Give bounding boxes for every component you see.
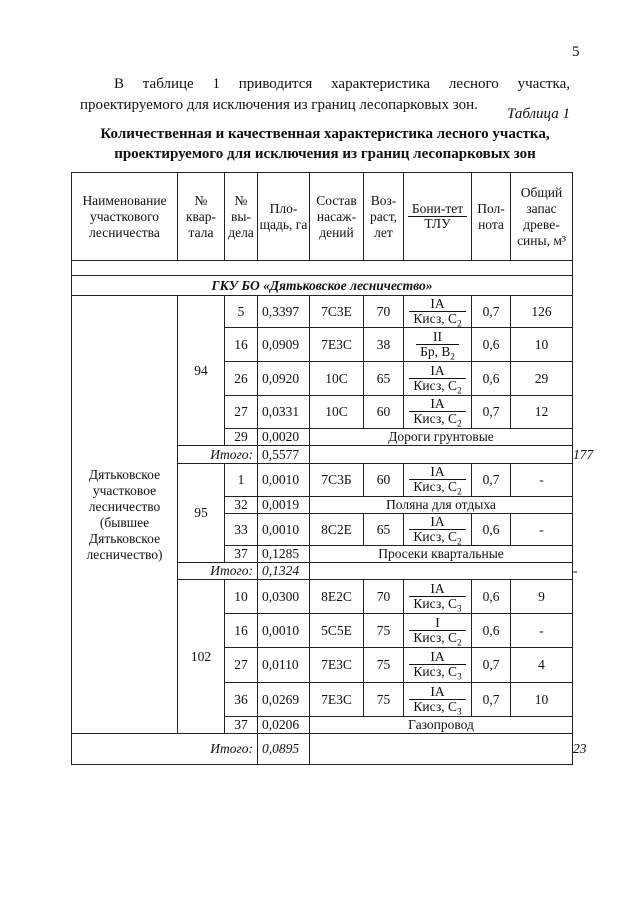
header-area: Пло-щадь, га <box>258 173 310 261</box>
total-row: Итого: 0,1324 - <box>72 563 573 580</box>
age-cell: 70 <box>364 296 404 328</box>
forestry-name: Дятьковское участковое лесничество (бывшее Дятьковское лесничество) <box>72 296 178 734</box>
header-age: Воз-раст, лет <box>364 173 404 261</box>
area-cell: 0,0206 <box>258 717 310 734</box>
sostav-cell: 7Е3С <box>310 328 364 362</box>
vydel-cell: 16 <box>225 328 258 362</box>
bonitet-cell <box>404 648 472 683</box>
org-name: ГКУ БО «Дятьковское лесничество» <box>72 276 573 296</box>
sostav-cell: 7Е3С <box>310 683 364 717</box>
total-blank <box>310 446 573 464</box>
tlu-value <box>409 310 465 329</box>
sostav-cell: 8С2Е <box>310 514 364 546</box>
area-cell: 0,0010 <box>258 614 310 648</box>
kvartal-number: 95 <box>178 464 225 563</box>
intro-line-1: В таблице 1 приводится характеристика лесного участка, <box>114 76 570 92</box>
tlu-text: Кисз, С <box>413 595 458 611</box>
bonitet-value: IA <box>409 297 465 312</box>
area-cell: 0,0269 <box>258 683 310 717</box>
kvartal-number: 102 <box>178 580 225 734</box>
total-blank <box>310 734 573 765</box>
area-cell: 0,0920 <box>258 362 310 396</box>
vydel-cell: 36 <box>225 683 258 717</box>
tlu-value <box>416 343 459 362</box>
polnota-cell: 0,7 <box>472 648 511 683</box>
land-use-text: Газопровод <box>310 717 573 734</box>
vydel-cell: 27 <box>225 648 258 683</box>
vydel-cell: 5 <box>225 296 258 328</box>
zapas-cell: 29 <box>511 362 573 396</box>
tlu-text: Кисз, С <box>413 377 458 393</box>
tlu-subscript: 2 <box>457 318 462 329</box>
bonitet-value: IA <box>409 650 465 665</box>
area-cell: 0,3397 <box>258 296 310 328</box>
tlu-text: Бр, В <box>420 343 451 359</box>
bonitet-value: IA <box>409 582 465 597</box>
bonitet-cell <box>404 514 472 546</box>
vydel-cell: 27 <box>225 396 258 429</box>
tlu-value <box>409 411 465 429</box>
header-sostav: Состав насаж-дений <box>310 173 364 261</box>
age-cell: 65 <box>364 362 404 396</box>
tlu-text: Кисз, С <box>413 629 458 645</box>
area-cell: 0,0019 <box>258 497 310 514</box>
bonitet-value: IA <box>409 515 465 530</box>
tlu-value <box>409 377 465 396</box>
vydel-cell: 32 <box>225 497 258 514</box>
sostav-cell: 10С <box>310 362 364 396</box>
bonitet-value: IA <box>409 685 465 700</box>
header-zapas: Общий запас древе-сины, м³ <box>511 173 573 261</box>
bonitet-cell <box>404 396 472 429</box>
table-title-line-1: Количественная и качественная характеристика лесного участка, <box>100 126 550 142</box>
bonitet-value: IA <box>409 364 465 379</box>
bonitet-cell <box>404 362 472 396</box>
vydel-cell: 16 <box>225 614 258 648</box>
tlu-text: Кисз, С <box>413 411 458 426</box>
total-row: Итого: 0,0895 23 <box>72 734 573 765</box>
tlu-value <box>409 698 465 717</box>
bonitet-value: IA <box>409 397 465 412</box>
polnota-cell: 0,6 <box>472 614 511 648</box>
polnota-cell: 0,6 <box>472 580 511 614</box>
header-vydel: № вы-дела <box>225 173 258 261</box>
tlu-text: Кисз, С <box>413 664 458 679</box>
area-cell: 0,0909 <box>258 328 310 362</box>
tlu-value <box>409 479 465 497</box>
area-cell: 0,0010 <box>258 514 310 546</box>
age-cell: 38 <box>364 328 404 362</box>
age-cell: 60 <box>364 396 404 429</box>
polnota-cell: 0,6 <box>472 328 511 362</box>
bonitet-cell <box>404 296 472 328</box>
polnota-cell: 0,7 <box>472 464 511 497</box>
page-number: 5 <box>572 44 580 60</box>
table-title <box>80 124 570 164</box>
tlu-subscript: 2 <box>457 536 462 547</box>
tlu-value <box>409 664 465 682</box>
tlu-text: Кисз, С <box>413 528 458 544</box>
total-area: 0,1324 <box>258 563 310 580</box>
polnota-cell: 0,7 <box>472 396 511 429</box>
bonitet-value: II <box>416 330 459 345</box>
header-bonitet-bottom: ТЛУ <box>424 215 451 231</box>
zapas-cell: - <box>511 514 573 546</box>
header-polnota: Пол-нота <box>472 173 511 261</box>
tlu-text: Кисз, С <box>413 698 458 714</box>
table-title-line-2: проектируемого для исключения из границ лесопарковых зон <box>114 146 536 162</box>
polnota-cell: 0,7 <box>472 296 511 328</box>
vydel-cell: 29 <box>225 429 258 446</box>
bonitet-cell <box>404 464 472 497</box>
polnota-cell: 0,7 <box>472 683 511 717</box>
polnota-cell: 0,6 <box>472 362 511 396</box>
vydel-cell: 37 <box>225 546 258 563</box>
polnota-cell: 0,6 <box>472 514 511 546</box>
zapas-cell: 9 <box>511 580 573 614</box>
tlu-subscript: 2 <box>450 351 455 362</box>
land-use-text: Поляна для отдыха <box>310 497 573 514</box>
tlu-subscript: 2 <box>457 637 462 648</box>
tlu-text: Кисз, С <box>413 479 458 494</box>
zapas-cell: - <box>511 614 573 648</box>
age-cell: 75 <box>364 683 404 717</box>
land-use-text: Просеки квартальные <box>310 546 573 563</box>
vydel-cell: 37 <box>225 717 258 734</box>
tlu-subscript: 3 <box>457 671 462 682</box>
bonitet-value: IA <box>409 465 465 480</box>
sostav-cell: 7С3Е <box>310 296 364 328</box>
zapas-cell: 4 <box>511 648 573 683</box>
total-area: 0,5577 <box>258 446 310 464</box>
tlu-subscript: 3 <box>457 603 462 614</box>
zapas-cell: 12 <box>511 396 573 429</box>
sostav-cell: 10С <box>310 396 364 429</box>
vydel-cell: 10 <box>225 580 258 614</box>
bonitet-cell <box>404 683 472 717</box>
vydel-cell: 1 <box>225 464 258 497</box>
table-row <box>72 296 573 328</box>
header-kvartal: № квар-тала <box>178 173 225 261</box>
total-blank <box>310 563 573 580</box>
sostav-cell: 7С3Б <box>310 464 364 497</box>
intro-line-2: проектируемого для исключения из границ лесопарковых зон. <box>80 97 478 113</box>
vydel-cell: 33 <box>225 514 258 546</box>
bonitet-cell <box>404 328 472 362</box>
age-cell: 75 <box>364 648 404 683</box>
age-cell: 65 <box>364 514 404 546</box>
area-cell: 0,0300 <box>258 580 310 614</box>
total-label: Итого: <box>178 563 258 580</box>
area-cell: 0,0331 <box>258 396 310 429</box>
header-bonitet-top: Бони-тет <box>408 202 467 217</box>
sostav-cell: 7Е3С <box>310 648 364 683</box>
bonitet-value: I <box>409 616 465 631</box>
area-cell: 0,0010 <box>258 464 310 497</box>
area-cell: 0,0110 <box>258 648 310 683</box>
table-caption: Таблица 1 <box>507 106 570 122</box>
bonitet-cell <box>404 614 472 648</box>
age-cell: 75 <box>364 614 404 648</box>
org-row <box>72 276 573 296</box>
intro-paragraph <box>80 74 570 116</box>
sostav-cell: 8Е2С <box>310 580 364 614</box>
tlu-subscript: 2 <box>457 486 462 497</box>
header-name: Наименование участкового лесничества <box>72 173 178 261</box>
total-label: Итого: <box>72 734 258 765</box>
forest-characteristics-table <box>71 172 594 765</box>
header-bonitet <box>404 173 472 261</box>
zapas-cell: - <box>511 464 573 497</box>
zapas-cell: 126 <box>511 296 573 328</box>
age-cell: 70 <box>364 580 404 614</box>
bonitet-cell <box>404 580 472 614</box>
vydel-cell: 26 <box>225 362 258 396</box>
tlu-value <box>409 629 465 648</box>
tlu-subscript: 2 <box>457 418 462 429</box>
tlu-text: Кисз, С <box>413 310 458 326</box>
header-row <box>72 173 573 261</box>
total-area: 0,0895 <box>258 734 310 765</box>
tlu-subscript: 2 <box>457 385 462 396</box>
total-row: Итого: 0,5577 177 <box>72 446 573 464</box>
kvartal-number: 94 <box>178 296 225 446</box>
age-cell: 60 <box>364 464 404 497</box>
total-label: Итого: <box>178 446 258 464</box>
sostav-cell: 5С5Е <box>310 614 364 648</box>
zapas-cell: 10 <box>511 328 573 362</box>
zapas-cell: 10 <box>511 683 573 717</box>
tlu-subscript: 3 <box>457 706 462 717</box>
land-use-text: Дороги грунтовые <box>310 429 573 446</box>
tlu-value <box>409 595 465 614</box>
area-cell: 0,0020 <box>258 429 310 446</box>
tlu-value <box>409 528 465 547</box>
spacer-row <box>72 261 573 276</box>
area-cell: 0,1285 <box>258 546 310 563</box>
